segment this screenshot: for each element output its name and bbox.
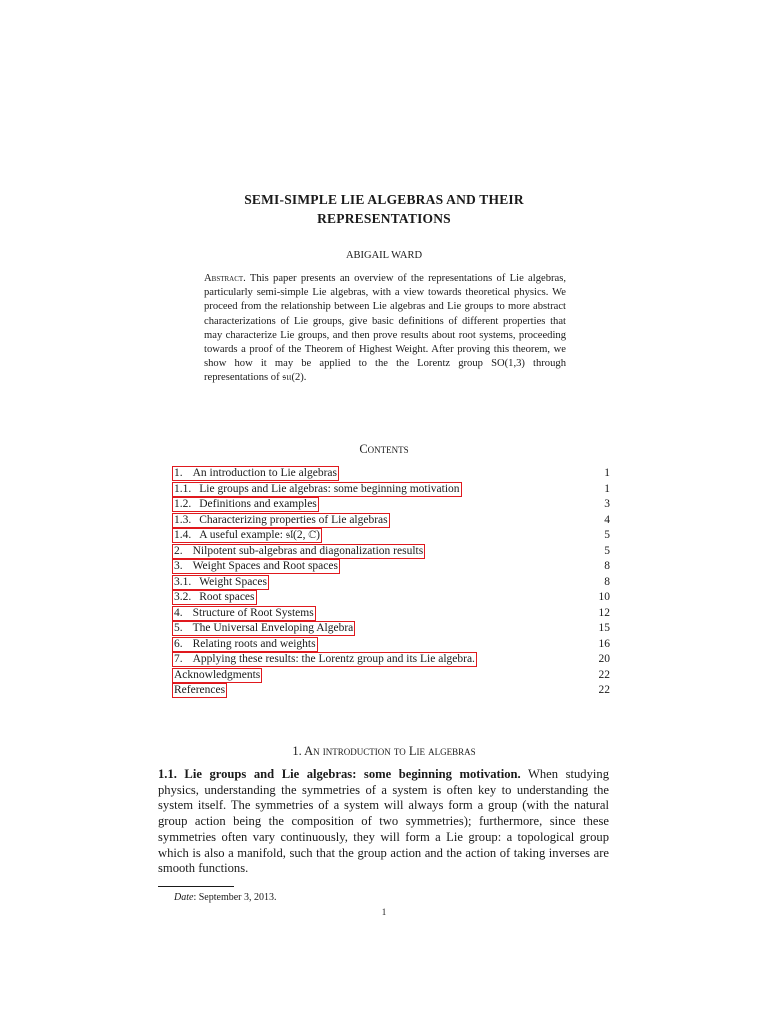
toc-row [172,683,610,699]
toc-number: 4. [174,606,183,619]
toc-page-number: 22 [598,668,610,681]
toc-number: 5. [174,622,183,634]
toc-title: Definitions and examples [199,498,317,510]
toc-row [172,482,610,498]
toc-title: An introduction to Lie algebras [192,467,337,479]
toc-link[interactable] [172,606,316,621]
toc-page-number: 5 [604,529,610,541]
toc-number: 3. [174,560,183,572]
toc-page-number: 22 [598,684,610,696]
footnote-text: : September 3, 2013. [193,892,277,903]
toc-number: 3.2. [174,591,192,603]
toc-title: A useful example: 𝔰𝔩(2, ℂ) [199,529,320,541]
toc-link[interactable] [172,652,477,667]
page-number: 1 [381,907,387,917]
toc-link[interactable] [172,621,355,636]
toc-page-number: 15 [598,622,610,634]
toc-number: 6. [174,637,183,650]
toc-row [172,652,610,668]
toc-row [172,590,610,606]
toc-number: 1.3. [174,513,192,526]
toc-link[interactable] [172,575,269,590]
toc-row [172,621,610,637]
toc-title: Lie groups and Lie algebras: some beginning motivation [199,482,460,495]
toc-title: Relating roots and weights [192,637,316,650]
toc-row [172,497,610,513]
toc-page-number: 1 [604,467,610,479]
toc-page-number: 8 [604,560,610,572]
toc-link[interactable] [172,668,262,683]
toc-page-number: 20 [598,653,610,665]
toc-row [172,637,610,653]
toc-row [172,606,610,622]
toc-number: 7. [174,653,183,665]
toc-page-number: 5 [604,544,610,557]
toc-number: 1.4. [174,529,192,541]
toc-link[interactable] [172,528,322,543]
toc-title: Characterizing properties of Lie algebras [199,513,388,526]
paragraph-text: When studying physics, understanding the symmetries of a system is often key to understanding the system itself. The symmetries of a system will always form a group (with the natural group action being the composition of two symmetries); furthermore, since these symmetries often vary continuously, they will form a Lie group: a topological group which is also a manifold, such that the group action and the action of taking inverses are smooth functions. [158,767,609,876]
toc-title: The Universal Enveloping Algebra [192,622,354,634]
toc-row [172,575,610,591]
toc-title: References [174,684,226,696]
toc-link[interactable] [172,497,319,512]
toc-link[interactable] [172,590,257,605]
title-line-2: REPRESENTATIONS [317,211,451,226]
toc-title: Root spaces [199,591,255,603]
toc-title: Weight Spaces [199,575,267,588]
author-name: ABIGAIL WARD [345,250,423,261]
toc-row [172,668,610,684]
toc-row [172,466,610,482]
toc-link[interactable] [172,513,390,528]
toc-link[interactable] [172,466,339,481]
contents-heading: Contents [359,442,409,456]
toc-page-number: 12 [598,606,610,619]
toc-number: 1.1. [174,482,192,495]
toc-page-number: 10 [598,591,610,603]
toc-link[interactable] [172,544,425,559]
toc-page-number: 4 [604,513,610,526]
abstract-text: This paper presents an overview of the representations of Lie algebras, particularly semi-simple Lie algebras, with a view towards theoretical physics. We proceed from the relationship between Lie algebras and Lie groups to more abstract characterizations of Lie groups, give basic definitions of different properties that may characterize Lie groups, and then prove results about root systems, proceeding towards a proof of the Theorem of Highest Weight. After proving this theorem, we show how it may be applied to the the Lorentz group SO(1,3) through representations of 𝔰𝔲(2). [204,273,566,384]
section-heading: 1. An introduction to Lie algebras [292,744,476,758]
body-paragraph [158,767,609,877]
toc-title: Structure of Root Systems [192,606,314,619]
toc-row [172,544,610,560]
toc-title: Weight Spaces and Root spaces [192,560,338,572]
abstract-label: Abstract. [204,273,246,284]
abstract [204,272,566,386]
footnote [174,892,277,903]
title-line-1: SEMI-SIMPLE LIE ALGEBRAS AND THEIR [244,192,524,207]
toc-page-number: 16 [598,637,610,650]
table-of-contents [172,466,610,699]
subsection-heading: 1.1. Lie groups and Lie algebras: some beginning motivation. [158,767,521,781]
toc-link[interactable] [172,559,340,574]
footnote-label: Date [174,892,194,903]
toc-row [172,559,610,575]
toc-number: 1. [174,467,183,479]
toc-link[interactable] [172,683,227,698]
toc-title: Applying these results: the Lorentz group and its Lie algebra. [192,653,475,665]
toc-link[interactable] [172,637,318,652]
toc-number: 2. [174,544,183,557]
toc-page-number: 8 [604,575,610,588]
paper-title [0,190,768,228]
toc-title: Acknowledgments [174,668,261,681]
toc-row [172,513,610,529]
toc-link[interactable] [172,482,462,497]
toc-number: 1.2. [174,498,192,510]
toc-page-number: 1 [604,482,610,495]
toc-row [172,528,610,544]
footnote-rule [158,886,234,887]
toc-page-number: 3 [604,498,610,510]
toc-title: Nilpotent sub-algebras and diagonalization results [192,544,424,557]
toc-number: 3.1. [174,575,192,588]
